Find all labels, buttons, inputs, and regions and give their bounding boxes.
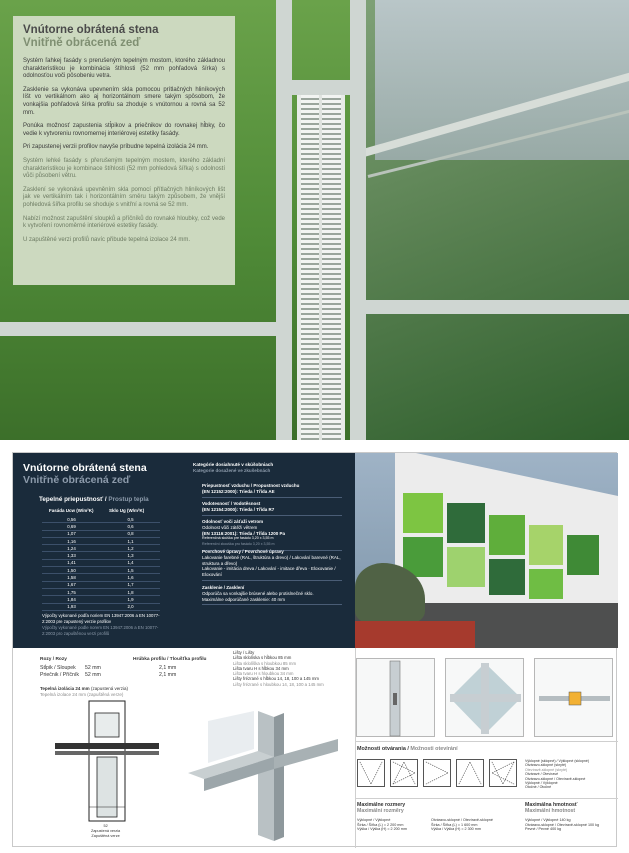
profile-section-drawing [43,699,163,823]
red-wall [355,621,475,648]
table-row [42,552,160,559]
category-line: Odolnosť voči záťaži vetrom [202,519,264,524]
opening-icon-2 [390,759,418,787]
categories-heading-sk: Kategórie dosiahnuté v skúšobniach [193,462,274,467]
transom-frame [0,322,276,336]
norm-note-cz: Výpočty vykonané podle norem EN 13947:2006 a EN 10077-2:2003 pro zapuštěnou verzi profilů [42,625,159,636]
mullion-frame [350,0,366,440]
opening-type: Otevíravě-sklopné (skryté) [525,767,568,772]
ug-value: 1,4 [127,560,134,566]
transom-frame [366,300,629,314]
ug-value: 0,5 [127,516,134,522]
table-row [42,560,160,567]
spec-row [40,665,176,672]
dims-col-2 [431,818,493,832]
table-row [42,545,160,552]
category-item [202,519,342,551]
bottom-spread [12,452,617,847]
category-item [202,549,342,581]
category-line: Zasklenie / Zasklení [202,585,245,590]
thermal-heading: Tepelné priepustnosť / Prostup tepla [39,496,149,503]
opening-type: Otváravo-sklopné / Otevíravě-sklopné [525,776,586,781]
categories-heading-cz: Kategorie dosažené ve zkušebnách [193,468,271,473]
ug-value: 2,0 [127,604,134,610]
opening-type: Otočné / Otočné [525,785,552,790]
table-row [42,538,160,545]
opening-icon-3 [423,759,451,787]
spec-row-name: Stĺpik / Sloupek [40,665,76,671]
ug-value: 0,8 [127,531,134,537]
category-line: Maximálne odporúčané zasklenie: 40 mm [202,596,286,602]
category-line: (EN 13116:2001): Trieda / Třída 1200 Pa [202,530,286,536]
thermal-label: Tepelná izolácia 24 mm [40,686,90,691]
glass-panel [447,547,485,587]
thermal-table [42,516,160,611]
ug-value: 1,9 [127,596,134,602]
opening-sk: Možnosti otvárania [357,746,406,752]
paragraph-cz: Zasklení se vykonává upevněním skla pomocí přítlačných hliníkových lišt jak ve vertikálním tak i horizontálním směru takým způsobem, že vnější pohledová šířka profilu se shoduje s vnitřní a rovná se 52 mm. [23,186,225,208]
building-photo [355,453,618,648]
glass-panel [447,503,485,543]
profile-thickness-label: Hrúbka profilu / Tloušťka profilu [133,657,207,662]
category-line: (EN 12154:2000): Trieda / Třída R7 [202,506,275,512]
opening-types-list [525,759,620,790]
section-caption-cz: Zapuštěná verze [91,833,120,838]
dim-type: Otváravo-sklopné / Otevíravě-sklopné [431,818,493,822]
ug-value: 0,6 [127,523,134,529]
detail-vertical [356,658,435,737]
mullion-frame [276,0,292,440]
max-weight-sk: Maximálna hmotnosť [525,802,578,808]
title-cz: Vnitřně obrácená zeď [23,37,141,49]
title-sk: Vnútorne obrátená stena [23,24,159,36]
spec-row-name: Priečnik / Příčník [40,671,79,678]
dim-height: Výška / Výška (H) = 2 300 mm [431,827,481,832]
category-line: Priepustnosť vzduchu / Propustnost vzduchu [202,483,300,488]
paragraph: Systém ľahkej fasády s prerušeným tepelným mostom, ktorého základnou charakteristikou je kombinácia štíhlosti (52 mm pohľadová šírka) s odolnosťou voči pôsobeniu vetra. [23,58,225,80]
strip-item: Lišty / Lišty [233,650,255,655]
table-row [42,567,160,574]
weight-value: 100 kg [587,822,600,827]
table-row [42,596,160,603]
strip-item: Lišty frézrané s hloubkou 14, 18, 100 a 145 mm [233,681,324,687]
detail-joint [534,658,613,737]
strip-item: Lišta tvaru H s hĺbkou 34 mm [233,665,289,671]
dim-width: Šírka / Šířka (L) = 1 600 mm [431,822,478,827]
section-dimension: 52 [103,824,108,828]
max-dimensions-heading [357,802,405,814]
max-weight-cz: Maximální hmotnost [525,808,576,814]
table-row [42,604,160,611]
category-item [202,501,342,516]
opening-type: Otváravé / Otevíravé [525,772,559,777]
opening-type: Otváravo-sklopné (skryté) [525,763,567,768]
table-row [42,574,160,581]
title-sk: Vnútorne obrátená stena [23,462,147,474]
category-line: (EN 12152:2000): Trieda / Třída AE [202,488,275,494]
paragraph: Zasklenie sa vykonáva upevnením skla pomocou prítlačných hliníkových líšt vo vertikálnom ako aj horizontálnom smere takým spôsobom, že vonkajšia pohľadová šírka profilu sa zhoduje s vnútornou a rovná sa 52 mm. [23,86,225,116]
title-cz: Vnitřně obrácená zeď [23,474,131,486]
divider [355,741,618,742]
opening-icon-5 [489,759,517,787]
glass-panel [489,515,525,555]
transom-frame [292,80,350,95]
divider [355,648,356,848]
detail-cross [445,658,524,737]
section-caption [91,824,120,838]
ucw-value: 1,50 [67,567,76,573]
paragraph-cz: Systém lehké fasády s přerušeným tepelným mostem, kterého základní charakteristikou je kombinace štíhlosti (52 mm pohledová šířka) s odolností vůči působení větru. [23,157,225,180]
opening-type: Výklopné (sklopné) / Výklopné (sklopné) [525,759,590,763]
table-row [42,531,160,538]
dim-width: Šírka / Šířka (L) = 2 200 mm [357,822,404,827]
profile-3d-render [188,711,338,841]
strip-list [233,650,353,687]
glass-panel [529,525,563,565]
category-line: Odolnost vůči zátěži větrem [202,524,258,530]
max-dims-cz: Maximální rozměry [357,808,404,814]
opening-type: Výklopné / Výklopné [525,781,558,786]
dim-label: Rozy / Rozy [40,657,67,662]
strip-item: Lišta sklolíska s hĺbkou 85 mm [233,655,292,661]
max-weight-heading [525,802,577,814]
louver-divider [319,95,322,440]
category-line: Lakovanie - imitácia dreva / Lakování - imitace dřeva · Eloxovanie / Eloxování [202,566,336,578]
weight-value: 140 kg [559,818,571,822]
opening-options-heading: Možnosti otvárania / Možnosti otevírání [357,746,458,752]
spec-row-width: 52 mm [85,671,101,678]
category-line: Lakovanie farebné (RAL, štruktúra a drevo) / Lakování barevné (RAL, struktura a dřevo) [202,554,341,566]
ucw-value: 1,07 [67,531,76,537]
col-ug-header: Sklo Ug (W/m²K) [109,508,145,513]
ucw-value: 1,41 [67,560,76,566]
ucw-value: 1,84 [67,596,76,602]
thermal-label-cz: Tepelná izolace 24 mm [40,691,87,697]
ucw-value: 1,33 [67,553,76,559]
ug-value: 1,1 [127,538,134,544]
ucw-value: 0,69 [67,523,76,529]
categories-heading [193,462,313,474]
ug-value: 1,6 [127,575,134,581]
category-line: Odporúča sa vonkajšie brúsené alebo protislnečné sklo. [202,590,314,596]
opening-cz: Možnosti otevírání [410,746,458,752]
weights-col [525,818,599,832]
weight-type: Pevné / Pevné [525,827,549,832]
table-row [42,582,160,589]
ucw-value: 1,16 [67,538,76,544]
spec-header-band [13,453,355,648]
glass-panel [529,569,563,599]
paragraph-cz: Nabízí možnost zapuštění sloupků a příčníků do rovnaké hloubky, což vede k vytvoření rovnoměrné interiérové estetiky fasády. [23,215,225,230]
thermal-heading-sk: Tepelné priepustnosť [39,496,104,503]
category-line: Povrchové úpravy / Povrchové úpravy [202,549,284,554]
ug-value: 1,3 [127,553,134,559]
glass-panel [567,535,599,575]
paragraph: Ponúka možnosť zapustenia stĺpikov a priečnikov do rovnakej hĺbky, čo vedie k vytvoreniu rovnomernej interiérovej estetiky fasády. [23,123,225,137]
intro-text-box [13,16,235,285]
dim-height: Výška / Výška (H) = 2 200 mm [357,827,407,832]
ucw-value: 0,56 [67,516,76,522]
category-line: Vodotesnosť / Vodotěsnost [202,501,261,506]
category-footnote-cz: Referenční zkouška pro fasádu 3,20 x 3,55 m [202,542,275,547]
dim-type: Výklopné / Výklopné [357,818,391,822]
spec-row [40,672,176,679]
spec-row-thickness: 2,1 mm [159,665,177,671]
weight-value: 400 kg [550,827,562,832]
category-item [202,585,342,605]
paragraph-cz: U zapuštěné verzi profilů navíc přibude tepelná izolace 24 mm. [23,236,191,243]
ug-value: 1,7 [127,582,134,588]
ucw-value: 1,75 [67,589,76,595]
thermal-note: (zapustená verzia) [90,686,128,691]
table-row [42,523,160,530]
category-item [202,483,342,498]
category-footnote: Referenčná skúška pre fasádu 3,20 x 3,55 m [202,536,274,541]
thermal-heading-cz: Prostup tepla [108,496,149,503]
spec-row-width: 52 mm [85,665,101,671]
glass-panel [403,493,443,533]
spec-row-thickness: 2,1 mm [159,671,177,678]
thermal-insulation [40,686,128,697]
weight-type: Otváravo-sklopné / Otevíravě-sklopné [525,822,587,827]
opening-icon-1 [357,759,385,787]
strip-item: Lišta tvaru H s hloubkou 34 mm [233,671,294,677]
thermal-note-cz: (zapuštěná verze) [87,691,124,697]
ucw-value: 1,58 [67,575,76,581]
col-ucw-header: Fasáda Ucw (W/m²K) [49,508,94,513]
table-row [42,589,160,596]
ucw-value: 1,67 [67,582,76,588]
ug-value: 1,2 [127,545,134,551]
norm-note-sk: Výpočty vykonané podľa noriem EN 13947:2006 a EN 10077-2:2003 pre zapustený verzie profilov [42,613,160,624]
ucw-value: 1,24 [67,545,76,551]
weight-type: Výklopné / Výklopné [525,818,559,822]
section-caption-sk: Zapustená verzia [91,828,121,833]
strip-item: Lišty frézrané s hĺbkou 14, 18, 100 a 145 mm [233,676,319,682]
glass-panel [489,559,525,595]
divider [355,798,618,799]
max-dims-sk: Maximálne rozmery [357,802,406,808]
spec-rows [40,665,176,678]
table-row [42,516,160,523]
dims-col-1 [357,818,407,832]
ucw-value: 1,93 [67,604,76,610]
paragraph: Pri zapustenej verzii profilov navyše príbudne tepelná izolácia 24 mm. [23,144,209,151]
ug-value: 1,8 [127,589,134,595]
opening-icon-4 [456,759,484,787]
ug-value: 1,5 [127,567,134,573]
strip-item: Lišta sklolíška s hloubkou 85 mm [233,660,297,666]
